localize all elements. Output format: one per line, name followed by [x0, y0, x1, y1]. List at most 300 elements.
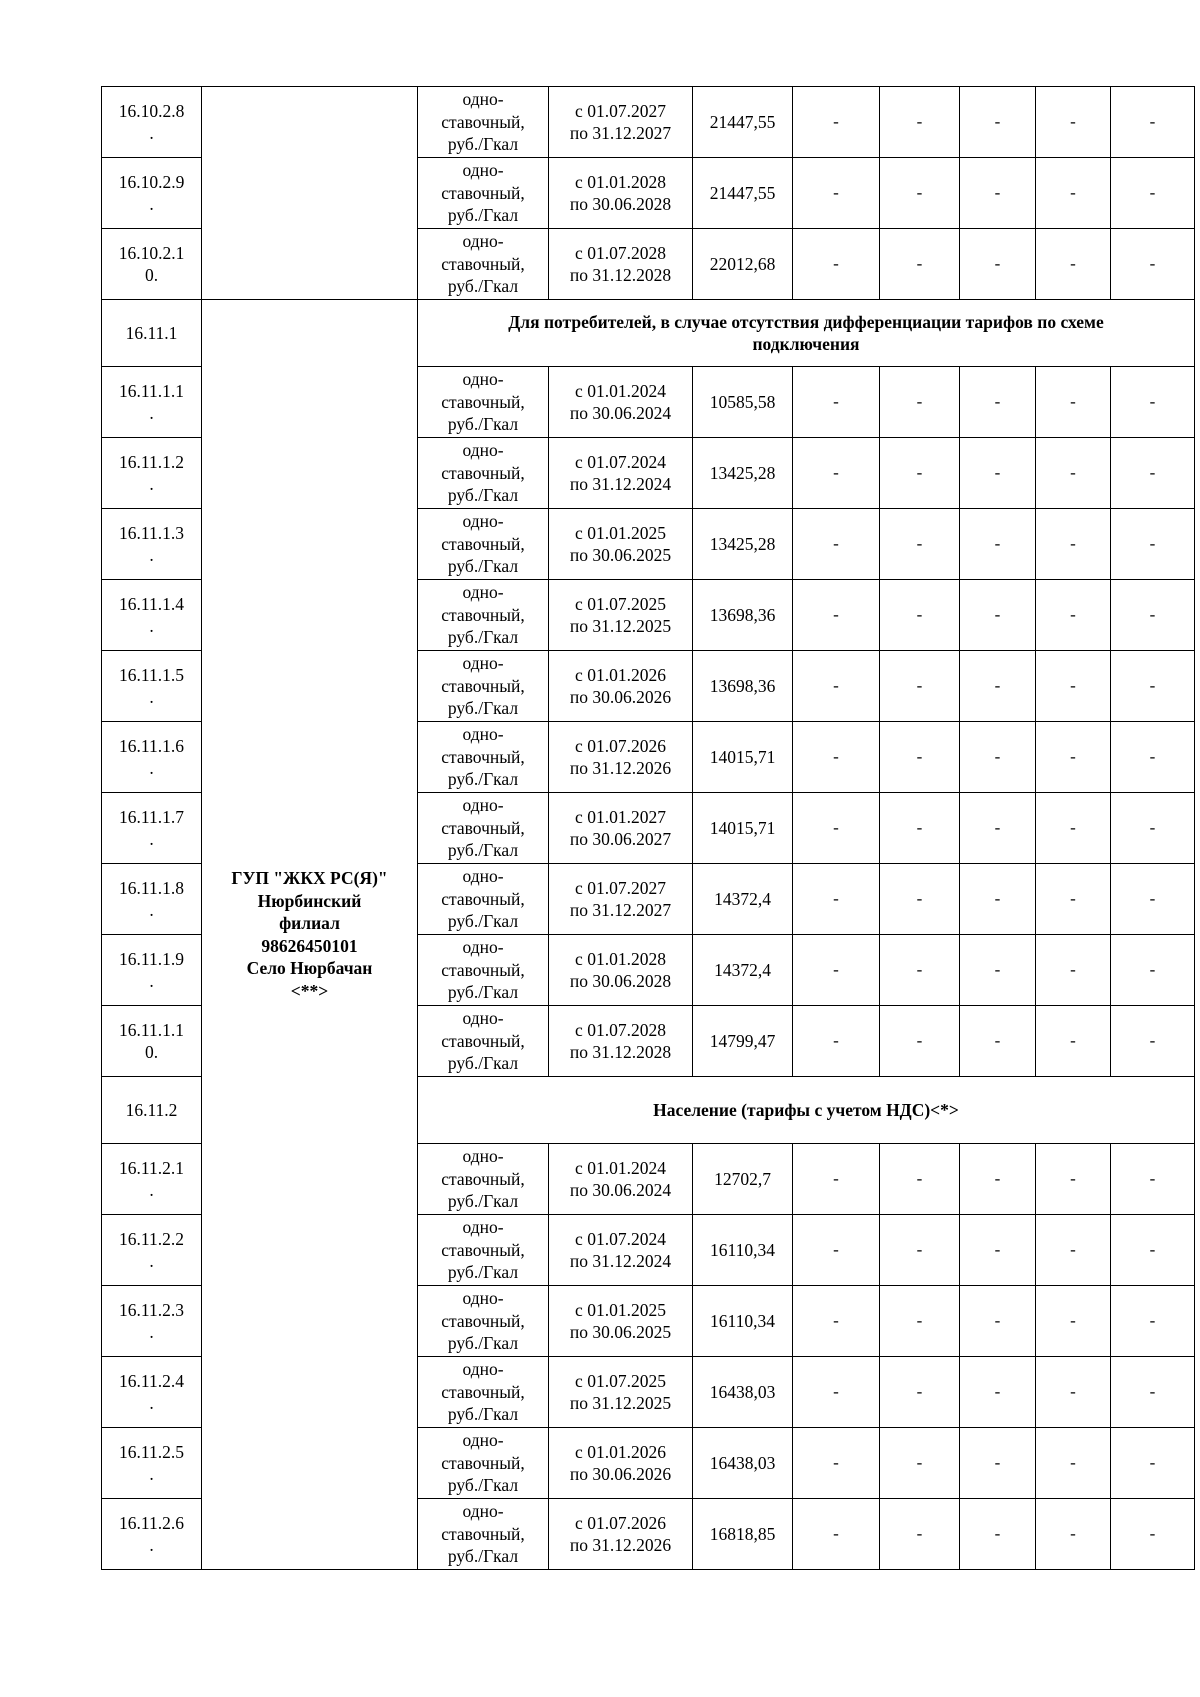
row-number [102, 438, 202, 509]
empty-value-dash: - [1036, 1144, 1111, 1215]
row-number-line: 16.11.1.4 [119, 593, 184, 614]
row-number [102, 229, 202, 300]
rate-type-line: руб./Гкал [447, 556, 519, 577]
organization-cell [202, 300, 418, 1570]
period-line: с 01.01.2026 [575, 664, 666, 685]
rate-type-line: руб./Гкал [447, 1546, 519, 1567]
organization-cell-previous [202, 87, 418, 300]
rate-type-line: одно- [462, 440, 504, 461]
row-number [102, 1357, 202, 1428]
empty-value-dash: - [960, 438, 1036, 509]
row-number-line: . [149, 474, 154, 494]
rate-type [418, 935, 549, 1006]
rate-type [418, 864, 549, 935]
empty-value-dash: - [1111, 864, 1195, 935]
rate-type [418, 580, 549, 651]
rate-type-line: руб./Гкал [447, 1191, 519, 1212]
empty-value-dash: - [880, 651, 960, 722]
table-row [102, 87, 1195, 158]
rate-type-line: ставочный, [441, 1168, 525, 1189]
validity-period [549, 367, 693, 438]
empty-value-dash: - [1111, 87, 1195, 158]
empty-value-dash: - [960, 229, 1036, 300]
rate-type-line: руб./Гкал [447, 414, 519, 435]
row-number-line: 16.11.1.5 [119, 664, 184, 685]
empty-value-dash: - [793, 1215, 880, 1286]
validity-period [549, 722, 693, 793]
rate-type [418, 1428, 549, 1499]
period-line: по 31.12.2026 [569, 758, 672, 778]
tariff-value: 16438,03 [693, 1357, 793, 1428]
rate-type-line: одно- [462, 511, 504, 532]
period-line: с 01.07.2027 [575, 877, 666, 898]
validity-period [549, 1006, 693, 1077]
empty-value-dash: - [1111, 580, 1195, 651]
period-line: по 30.06.2028 [569, 971, 672, 991]
empty-value-dash: - [880, 438, 960, 509]
empty-value-dash: - [960, 864, 1036, 935]
rate-type-line: одно- [462, 866, 504, 887]
validity-period [549, 864, 693, 935]
period-line: по 30.06.2026 [569, 687, 672, 707]
period-line: по 31.12.2027 [569, 123, 672, 143]
empty-value-dash: - [1111, 229, 1195, 300]
row-number [102, 87, 202, 158]
period-line: по 31.12.2028 [569, 265, 672, 285]
rate-type-line: одно- [462, 369, 504, 390]
row-number [102, 580, 202, 651]
row-number [102, 651, 202, 722]
row-number-line: . [149, 900, 154, 920]
tariff-value: 16110,34 [693, 1215, 793, 1286]
rate-type [418, 1499, 549, 1570]
rate-type [418, 1144, 549, 1215]
empty-value-dash: - [1111, 1215, 1195, 1286]
rate-type-line: ставочный, [441, 182, 525, 203]
row-number-line: . [149, 403, 154, 423]
empty-value-dash: - [1036, 229, 1111, 300]
tariff-value: 14372,4 [693, 864, 793, 935]
tariff-value: 16818,85 [693, 1499, 793, 1570]
rate-type-line: одно- [462, 1288, 504, 1309]
row-number [102, 1286, 202, 1357]
validity-period [549, 1286, 693, 1357]
empty-value-dash: - [1111, 1357, 1195, 1428]
empty-value-dash: - [793, 580, 880, 651]
validity-period [549, 438, 693, 509]
row-number-line: . [149, 1322, 154, 1342]
empty-value-dash: - [880, 1215, 960, 1286]
row-number [102, 367, 202, 438]
rate-type-line: руб./Гкал [447, 627, 519, 648]
row-number-line: 16.11.1.9 [119, 948, 184, 969]
rate-type [418, 1215, 549, 1286]
validity-period [549, 509, 693, 580]
rate-type-line: ставочный, [441, 462, 525, 483]
row-number [102, 1499, 202, 1570]
rate-type-line: ставочный, [441, 888, 525, 909]
empty-value-dash: - [1111, 722, 1195, 793]
rate-type-line: одно- [462, 1008, 504, 1029]
section-title-line: Население (тарифы с учетом НДС)<*> [653, 1099, 959, 1120]
row-number-line: . [149, 1464, 154, 1484]
empty-value-dash: - [880, 509, 960, 580]
period-line: с 01.01.2025 [575, 1299, 666, 1320]
row-number-line: 16.11.1.1 [119, 1019, 184, 1040]
rate-type-line: одно- [462, 160, 504, 181]
empty-value-dash: - [960, 1499, 1036, 1570]
rate-type-line: руб./Гкал [447, 769, 519, 790]
section-number: 16.11.1 [102, 300, 202, 367]
validity-period [549, 87, 693, 158]
tariff-value: 13698,36 [693, 651, 793, 722]
row-number-line: 16.11.1.1 [119, 380, 184, 401]
organization-line: филиал [279, 913, 340, 933]
empty-value-dash: - [960, 1006, 1036, 1077]
row-number-line: 16.11.1.8 [119, 877, 184, 898]
validity-period [549, 1144, 693, 1215]
validity-period [549, 1499, 693, 1570]
period-line: по 31.12.2025 [569, 1393, 672, 1413]
rate-type-line: одно- [462, 653, 504, 674]
row-number-line: 16.10.2.9 [118, 171, 185, 192]
period-line: с 01.01.2024 [575, 1157, 666, 1178]
validity-period [549, 1428, 693, 1499]
tariff-value: 21447,55 [693, 87, 793, 158]
period-line: по 30.06.2024 [569, 1180, 672, 1200]
period-line: с 01.01.2025 [575, 522, 666, 543]
empty-value-dash: - [793, 438, 880, 509]
empty-value-dash: - [793, 864, 880, 935]
empty-value-dash: - [1036, 935, 1111, 1006]
empty-value-dash: - [960, 1144, 1036, 1215]
rate-type [418, 509, 549, 580]
empty-value-dash: - [793, 651, 880, 722]
row-number-line: 16.11.1.2 [119, 451, 184, 472]
empty-value-dash: - [880, 935, 960, 1006]
row-number-line: 16.11.1.6 [119, 735, 184, 756]
empty-value-dash: - [1036, 509, 1111, 580]
rate-type-line: ставочный, [441, 959, 525, 980]
rate-type [418, 158, 549, 229]
empty-value-dash: - [960, 935, 1036, 1006]
row-number [102, 793, 202, 864]
period-line: с 01.01.2027 [575, 806, 666, 827]
empty-value-dash: - [880, 1006, 960, 1077]
period-line: с 01.07.2025 [575, 593, 666, 614]
rate-type-line: одно- [462, 1359, 504, 1380]
period-line: с 01.07.2026 [575, 735, 666, 756]
rate-type-line: руб./Гкал [447, 1404, 519, 1425]
rate-type-line: ставочный, [441, 1381, 525, 1402]
empty-value-dash: - [880, 1357, 960, 1428]
row-number-line: 0. [144, 1042, 159, 1062]
tariff-value: 10585,58 [693, 367, 793, 438]
organization-line: Село Нюрбачан [246, 958, 373, 978]
row-number [102, 1428, 202, 1499]
validity-period [549, 935, 693, 1006]
empty-value-dash: - [1036, 87, 1111, 158]
empty-value-dash: - [960, 1357, 1036, 1428]
empty-value-dash: - [1111, 793, 1195, 864]
rate-type-line: руб./Гкал [447, 1475, 519, 1496]
rate-type-line: одно- [462, 937, 504, 958]
empty-value-dash: - [1111, 651, 1195, 722]
rate-type-line: ставочный, [441, 1030, 525, 1051]
row-number-line: 16.11.2.6 [119, 1512, 184, 1533]
validity-period [549, 1215, 693, 1286]
section-title-line: Для потребителей, в случае отсутствия дифференциации тарифов по схеме [508, 311, 1104, 332]
empty-value-dash: - [960, 1428, 1036, 1499]
tariff-value: 22012,68 [693, 229, 793, 300]
period-line: с 01.07.2028 [575, 242, 666, 263]
period-line: по 31.12.2026 [569, 1535, 672, 1555]
row-number [102, 864, 202, 935]
empty-value-dash: - [1111, 367, 1195, 438]
rate-type-line: руб./Гкал [447, 911, 519, 932]
empty-value-dash: - [880, 722, 960, 793]
empty-value-dash: - [880, 1499, 960, 1570]
rate-type-line: одно- [462, 89, 504, 110]
tariff-value: 13425,28 [693, 509, 793, 580]
empty-value-dash: - [880, 793, 960, 864]
row-number-line: . [149, 758, 154, 778]
empty-value-dash: - [1111, 509, 1195, 580]
row-number-line: 16.11.2.1 [119, 1157, 184, 1178]
empty-value-dash: - [793, 1006, 880, 1077]
period-line: с 01.01.2026 [575, 1441, 666, 1462]
empty-value-dash: - [793, 509, 880, 580]
empty-value-dash: - [1036, 864, 1111, 935]
period-line: по 31.12.2028 [569, 1042, 672, 1062]
empty-value-dash: - [960, 1215, 1036, 1286]
tariff-value: 21447,55 [693, 158, 793, 229]
section-number: 16.11.2 [102, 1077, 202, 1144]
period-line: с 01.07.2027 [575, 100, 666, 121]
empty-value-dash: - [880, 1428, 960, 1499]
rate-type-line: одно- [462, 1146, 504, 1167]
rate-type-line: ставочный, [441, 1310, 525, 1331]
empty-value-dash: - [1111, 1006, 1195, 1077]
row-number-line: 16.11.2.5 [119, 1441, 184, 1462]
rate-type-line: ставочный, [441, 391, 525, 412]
empty-value-dash: - [793, 367, 880, 438]
empty-value-dash: - [960, 509, 1036, 580]
row-number-line: 16.11.2.3 [119, 1299, 184, 1320]
row-number-line: . [149, 545, 154, 565]
empty-value-dash: - [793, 935, 880, 1006]
empty-value-dash: - [880, 367, 960, 438]
row-number-line: . [149, 194, 154, 214]
row-number [102, 1144, 202, 1215]
row-number [102, 722, 202, 793]
row-number [102, 1215, 202, 1286]
rate-type-line: руб./Гкал [447, 698, 519, 719]
empty-value-dash: - [1036, 1006, 1111, 1077]
tariff-value: 16110,34 [693, 1286, 793, 1357]
row-number-line: . [149, 971, 154, 991]
empty-value-dash: - [1111, 1286, 1195, 1357]
tariff-value: 14372,4 [693, 935, 793, 1006]
tariff-document [101, 86, 1194, 1570]
validity-period [549, 651, 693, 722]
empty-value-dash: - [960, 1286, 1036, 1357]
row-number-line: . [149, 829, 154, 849]
rate-type [418, 367, 549, 438]
rate-type [418, 87, 549, 158]
empty-value-dash: - [960, 722, 1036, 793]
period-line: по 30.06.2027 [569, 829, 672, 849]
row-number-line: 16.11.1.3 [119, 522, 184, 543]
period-line: с 01.07.2024 [575, 451, 666, 472]
empty-value-dash: - [1036, 722, 1111, 793]
rate-type-line: руб./Гкал [447, 1262, 519, 1283]
empty-value-dash: - [793, 1144, 880, 1215]
rate-type-line: ставочный, [441, 111, 525, 132]
validity-period [549, 580, 693, 651]
tariff-value: 13698,36 [693, 580, 793, 651]
period-line: по 31.12.2025 [569, 616, 672, 636]
row-number [102, 158, 202, 229]
empty-value-dash: - [1036, 367, 1111, 438]
row-number-line: . [149, 1535, 154, 1555]
rate-type-line: руб./Гкал [447, 485, 519, 506]
rate-type-line: ставочный, [441, 746, 525, 767]
period-line: с 01.07.2024 [575, 1228, 666, 1249]
rate-type-line: ставочный, [441, 533, 525, 554]
rate-type [418, 793, 549, 864]
empty-value-dash: - [793, 722, 880, 793]
empty-value-dash: - [960, 580, 1036, 651]
empty-value-dash: - [1036, 1428, 1111, 1499]
rate-type-line: руб./Гкал [447, 134, 519, 155]
row-number-line: . [149, 123, 154, 143]
row-number [102, 509, 202, 580]
empty-value-dash: - [880, 229, 960, 300]
tariff-value: 13425,28 [693, 438, 793, 509]
validity-period [549, 158, 693, 229]
row-number-line: . [149, 687, 154, 707]
rate-type-line: ставочный, [441, 817, 525, 838]
section-title [418, 300, 1195, 367]
row-number-line: . [149, 1251, 154, 1271]
tariff-value: 14015,71 [693, 722, 793, 793]
period-line: по 31.12.2027 [569, 900, 672, 920]
empty-value-dash: - [1111, 158, 1195, 229]
row-number-line: . [149, 616, 154, 636]
rate-type-line: одно- [462, 1430, 504, 1451]
empty-value-dash: - [1036, 1215, 1111, 1286]
empty-value-dash: - [960, 87, 1036, 158]
tariff-value: 14015,71 [693, 793, 793, 864]
period-line: с 01.01.2028 [575, 171, 666, 192]
empty-value-dash: - [880, 864, 960, 935]
empty-value-dash: - [1036, 1286, 1111, 1357]
empty-value-dash: - [793, 87, 880, 158]
period-line: с 01.07.2026 [575, 1512, 666, 1533]
period-line: по 30.06.2025 [569, 545, 672, 565]
organization-line: Нюрбинский [257, 890, 362, 911]
empty-value-dash: - [1036, 793, 1111, 864]
tariff-value: 14799,47 [693, 1006, 793, 1077]
rate-type-line: ставочный, [441, 1452, 525, 1473]
tariff-value: 16438,03 [693, 1428, 793, 1499]
section-title-line: подключения [752, 334, 860, 354]
section-row [102, 300, 1195, 367]
empty-value-dash: - [880, 87, 960, 158]
period-line: по 31.12.2024 [569, 474, 672, 494]
empty-value-dash: - [1036, 1357, 1111, 1428]
empty-value-dash: - [1036, 438, 1111, 509]
row-number-line: 16.11.2.4 [119, 1370, 184, 1391]
empty-value-dash: - [793, 158, 880, 229]
rate-type-line: ставочный, [441, 1523, 525, 1544]
rate-type-line: руб./Гкал [447, 1333, 519, 1354]
empty-value-dash: - [1111, 1428, 1195, 1499]
empty-value-dash: - [793, 793, 880, 864]
empty-value-dash: - [1036, 580, 1111, 651]
period-line: по 30.06.2026 [569, 1464, 672, 1484]
period-line: по 30.06.2025 [569, 1322, 672, 1342]
validity-period [549, 793, 693, 864]
rate-type [418, 1286, 549, 1357]
period-line: по 30.06.2024 [569, 403, 672, 423]
tariff-table [101, 86, 1195, 1570]
rate-type [418, 229, 549, 300]
rate-type [418, 438, 549, 509]
rate-type [418, 1357, 549, 1428]
empty-value-dash: - [960, 158, 1036, 229]
rate-type-line: одно- [462, 795, 504, 816]
organization-line: ГУП "ЖКХ РС(Я)" [231, 868, 388, 888]
empty-value-dash: - [1111, 1144, 1195, 1215]
empty-value-dash: - [793, 1357, 880, 1428]
period-line: с 01.01.2024 [575, 380, 666, 401]
row-number [102, 1006, 202, 1077]
row-number-line: . [149, 1180, 154, 1200]
empty-value-dash: - [960, 367, 1036, 438]
rate-type-line: руб./Гкал [447, 1053, 519, 1074]
rate-type-line: одно- [462, 1217, 504, 1238]
row-number-line: 16.11.1.7 [119, 806, 184, 827]
period-line: с 01.07.2028 [575, 1019, 666, 1040]
empty-value-dash: - [880, 158, 960, 229]
rate-type [418, 651, 549, 722]
rate-type-line: руб./Гкал [447, 982, 519, 1003]
tariff-value: 12702,7 [693, 1144, 793, 1215]
rate-type [418, 722, 549, 793]
validity-period [549, 1357, 693, 1428]
empty-value-dash: - [880, 1286, 960, 1357]
empty-value-dash: - [793, 1428, 880, 1499]
period-line: с 01.01.2028 [575, 948, 666, 969]
empty-value-dash: - [880, 1144, 960, 1215]
row-number [102, 935, 202, 1006]
rate-type-line: ставочный, [441, 253, 525, 274]
organization-line: <**> [290, 980, 329, 1001]
empty-value-dash: - [1036, 158, 1111, 229]
rate-type-line: ставочный, [441, 675, 525, 696]
period-line: по 31.12.2024 [569, 1251, 672, 1271]
empty-value-dash: - [1111, 1499, 1195, 1570]
rate-type-line: одно- [462, 724, 504, 745]
rate-type [418, 1006, 549, 1077]
row-number-line: 0. [144, 265, 159, 285]
rate-type-line: одно- [462, 1501, 504, 1522]
row-number-line: 16.11.2.2 [119, 1228, 184, 1249]
empty-value-dash: - [960, 793, 1036, 864]
empty-value-dash: - [793, 1286, 880, 1357]
